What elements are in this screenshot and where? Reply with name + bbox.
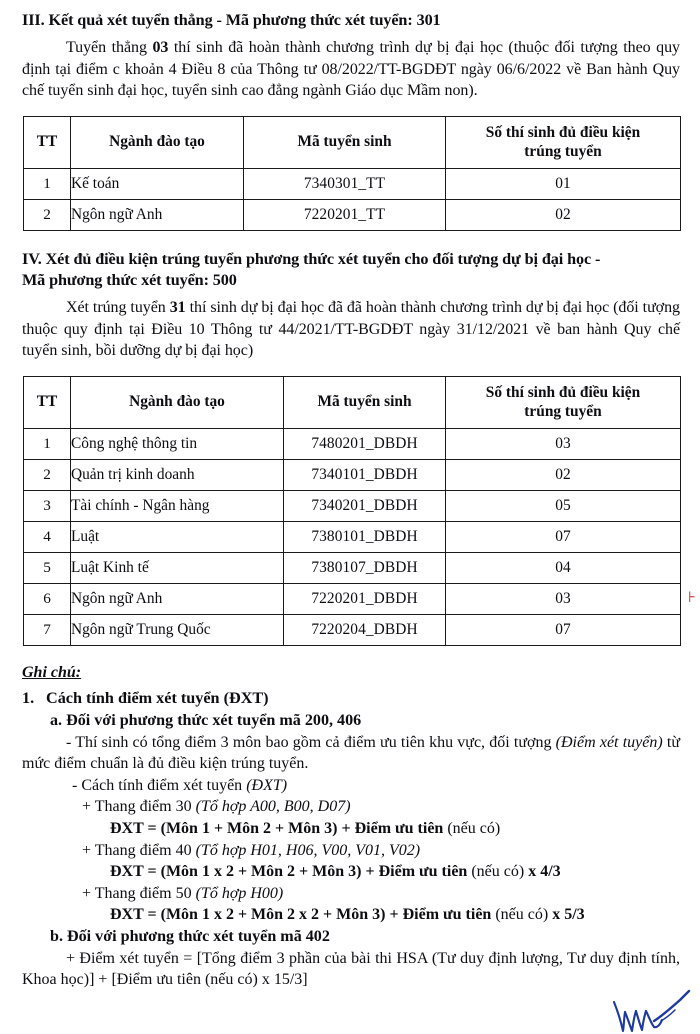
table-du-bi-dai-hoc xyxy=(23,376,681,647)
table-row xyxy=(24,460,681,491)
cell-nganh: Luật xyxy=(71,522,284,553)
scale40-italic: (Tổ hợp H01, H06, V00, V01, V02) xyxy=(195,841,421,859)
scale30-italic: (Tổ hợp A00, B00, D07) xyxy=(195,798,351,816)
scale40-pre: + Thang điểm 40 xyxy=(82,841,196,859)
formula50-reg: (nếu có) xyxy=(491,906,549,924)
note-1a-italic: (Điểm xét tuyển) xyxy=(555,733,663,751)
table1-body xyxy=(24,169,681,231)
note-scale-50 xyxy=(82,883,680,905)
cell-ma: 7340301_TT xyxy=(244,169,446,200)
formula30-bold: ĐXT = (Môn 1 + Môn 2 + Môn 3) + Điểm ưu tiên xyxy=(110,820,444,838)
cell-ma: 7480201_DBDH xyxy=(284,429,446,460)
cell-tt: 2 xyxy=(24,460,71,491)
cell-so: 07 xyxy=(446,615,681,646)
cell-ma: 7340101_DBDH xyxy=(284,460,446,491)
note-dash-italic: (ĐXT) xyxy=(246,776,288,794)
cell-tt: 2 xyxy=(24,200,71,231)
th-tt: TT xyxy=(24,376,71,429)
th-ma: Mã tuyển sinh xyxy=(244,116,446,169)
cell-so: 05 xyxy=(446,491,681,522)
note-scale-40 xyxy=(82,840,680,862)
cell-ma: 7380101_DBDH xyxy=(284,522,446,553)
red-annotation-mark: ⊦ xyxy=(688,590,696,606)
th-nganh: Ngành đào tạo xyxy=(71,116,244,169)
table-row xyxy=(24,522,681,553)
th-ma: Mã tuyển sinh xyxy=(284,376,446,429)
cell-so: 03 xyxy=(446,429,681,460)
note-item-1b: b. Đối với phương thức xét tuyển mã 402 xyxy=(50,928,330,946)
cell-so: 03 xyxy=(446,584,681,615)
section-iv-heading-line1: IV. Xét đủ điều kiện trúng tuyển phương thức xét tuyển cho đối tượng dự bị đại học - xyxy=(22,250,601,269)
th-nganh: Ngành đào tạo xyxy=(71,376,284,429)
cell-so: 04 xyxy=(446,553,681,584)
note-cach-tinh-dxt xyxy=(72,775,680,797)
scale50-pre: + Thang điểm 50 xyxy=(82,884,196,902)
cell-so: 02 xyxy=(446,200,681,231)
table2-body xyxy=(24,429,681,646)
th-so xyxy=(446,116,681,169)
cell-tt: 4 xyxy=(24,522,71,553)
table-header-row xyxy=(24,376,681,429)
cell-nganh: Tài chính - Ngân hàng xyxy=(71,491,284,522)
para3-part1: Tuyển thẳng xyxy=(66,39,153,57)
gap xyxy=(0,102,700,116)
cell-nganh: Kế toán xyxy=(71,169,244,200)
th-tt: TT xyxy=(24,116,71,169)
note-item-1a: a. Đối với phương thức xét tuyển mã 200, 406 xyxy=(50,712,362,730)
para4-count: 31 xyxy=(169,299,186,317)
formula-scale-50 xyxy=(110,904,680,926)
note-item-1 xyxy=(22,688,700,710)
cell-ma: 7380107_DBDH xyxy=(284,553,446,584)
th-so-line2: trúng tuyển xyxy=(524,142,602,160)
para3-part3: thí sinh đã hoàn thành chương trình dự bị đại học (thuộc đối tượng theo quy định tại điểm c khoản 4 Điều 8 của Thông tư 08/2022/TT-BGDĐT ngày 06/6/2022 về Ban hành Quy chế tuyển sinh đại học, tuyển sinh cao đẳng ngành Giáo dục Mầm non). xyxy=(22,39,680,100)
formula40-tail: x 4/3 xyxy=(524,863,561,881)
cell-nganh: Công nghệ thông tin xyxy=(71,429,284,460)
section-iv-heading-line2: Mã phương thức xét tuyển: 500 xyxy=(22,271,237,290)
note-1a-pre: - Thí sinh có tổng điểm 3 môn bao gồm cả điểm ưu tiên khu vực, đối tượng xyxy=(66,733,556,751)
handwritten-signature xyxy=(608,988,694,1034)
cell-nganh: Ngôn ngữ Anh xyxy=(71,200,244,231)
cell-tt: 3 xyxy=(24,491,71,522)
note-item-1-label: Cách tính điểm xét tuyển (ĐXT) xyxy=(46,689,269,708)
cell-ma: 7220204_DBDH xyxy=(284,615,446,646)
notes-section xyxy=(0,664,700,991)
cell-so: 01 xyxy=(446,169,681,200)
cell-so: 07 xyxy=(446,522,681,553)
section-iii-paragraph xyxy=(22,37,680,102)
cell-nganh: Luật Kinh tế xyxy=(71,553,284,584)
table-truyen-thang xyxy=(23,116,681,232)
gap xyxy=(0,231,700,249)
cell-tt: 5 xyxy=(24,553,71,584)
notes-title: Ghi chú: xyxy=(22,664,82,682)
gap xyxy=(0,646,700,664)
table-row xyxy=(24,169,681,200)
gap xyxy=(0,362,700,376)
table-header-row xyxy=(24,116,681,169)
section-iii-heading: III. Kết quả xét tuyển thẳng - Mã phương thức xét tuyển: 301 xyxy=(22,11,441,29)
note-item-1-number: 1. xyxy=(22,689,35,708)
cell-tt: 1 xyxy=(24,169,71,200)
cell-so: 02 xyxy=(446,460,681,491)
note-item-1a-body xyxy=(22,732,680,775)
cell-ma: 7340201_DBDH xyxy=(284,491,446,522)
scale50-italic: (Tổ hợp H00) xyxy=(195,884,284,902)
note-scale-30 xyxy=(82,796,680,818)
th-so-line1: Số thí sinh đủ điều kiện xyxy=(485,383,641,401)
cell-nganh: Ngôn ngữ Trung Quốc xyxy=(71,615,284,646)
top-spacer xyxy=(0,0,700,10)
th-so-line1: Số thí sinh đủ điều kiện xyxy=(485,123,641,141)
para4-part1: Xét trúng tuyển xyxy=(66,299,170,317)
formula-scale-30 xyxy=(110,818,680,840)
formula-scale-40 xyxy=(110,861,680,883)
para4-part3: thí sinh dự bị đại học đã đã hoàn thành chương trình dự bị đại học (đối tượng thuộc quy định tại Điều 10 Thông tư 44/2021/TT-BGDĐT ngày 31/12/2021 về ban hành Quy chế tuyển sinh, bồi dưỡng dự bị đại học) xyxy=(22,299,680,360)
note-1a-post: từ mức điểm chuẩn là đủ điều kiện trúng tuyển. xyxy=(22,733,681,773)
table-row xyxy=(24,429,681,460)
note-item-1b-body: + Điểm xét tuyển = [Tổng điểm 3 phần của bài thi HSA (Tư duy định lượng, Tư duy định tính, Khoa học)] + [Điểm ưu tiên (nếu có) x 15/3] xyxy=(22,949,680,989)
formula50-tail: x 5/3 xyxy=(548,906,585,924)
note-dash-pre: - Cách tính điểm xét tuyển xyxy=(72,776,247,794)
formula30-reg: (nếu có) xyxy=(443,820,501,838)
cell-ma: 7220201_DBDH xyxy=(284,584,446,615)
section-iv-paragraph xyxy=(22,297,680,362)
formula50-bold: ĐXT = (Môn 1 x 2 + Môn 2 x 2 + Môn 3) + Điểm ưu tiên xyxy=(110,906,492,924)
cell-nganh: Ngôn ngữ Anh xyxy=(71,584,284,615)
para3-count: 03 xyxy=(152,39,169,57)
scale30-pre: + Thang điểm 30 xyxy=(82,798,196,816)
cell-ma: 7220201_TT xyxy=(244,200,446,231)
formula40-reg: (nếu có) xyxy=(467,863,525,881)
table-row xyxy=(24,615,681,646)
th-so xyxy=(446,376,681,429)
th-so-line2: trúng tuyển xyxy=(524,403,602,421)
table-row xyxy=(24,491,681,522)
table-row xyxy=(24,553,681,584)
cell-nganh: Quản trị kinh doanh xyxy=(71,460,284,491)
cell-tt: 6 xyxy=(24,584,71,615)
formula40-bold: ĐXT = (Môn 1 x 2 + Môn 2 + Môn 3) + Điểm ưu tiên xyxy=(110,863,468,881)
cell-tt: 7 xyxy=(24,615,71,646)
table-row xyxy=(24,584,681,615)
cell-tt: 1 xyxy=(24,429,71,460)
table-row xyxy=(24,200,681,231)
